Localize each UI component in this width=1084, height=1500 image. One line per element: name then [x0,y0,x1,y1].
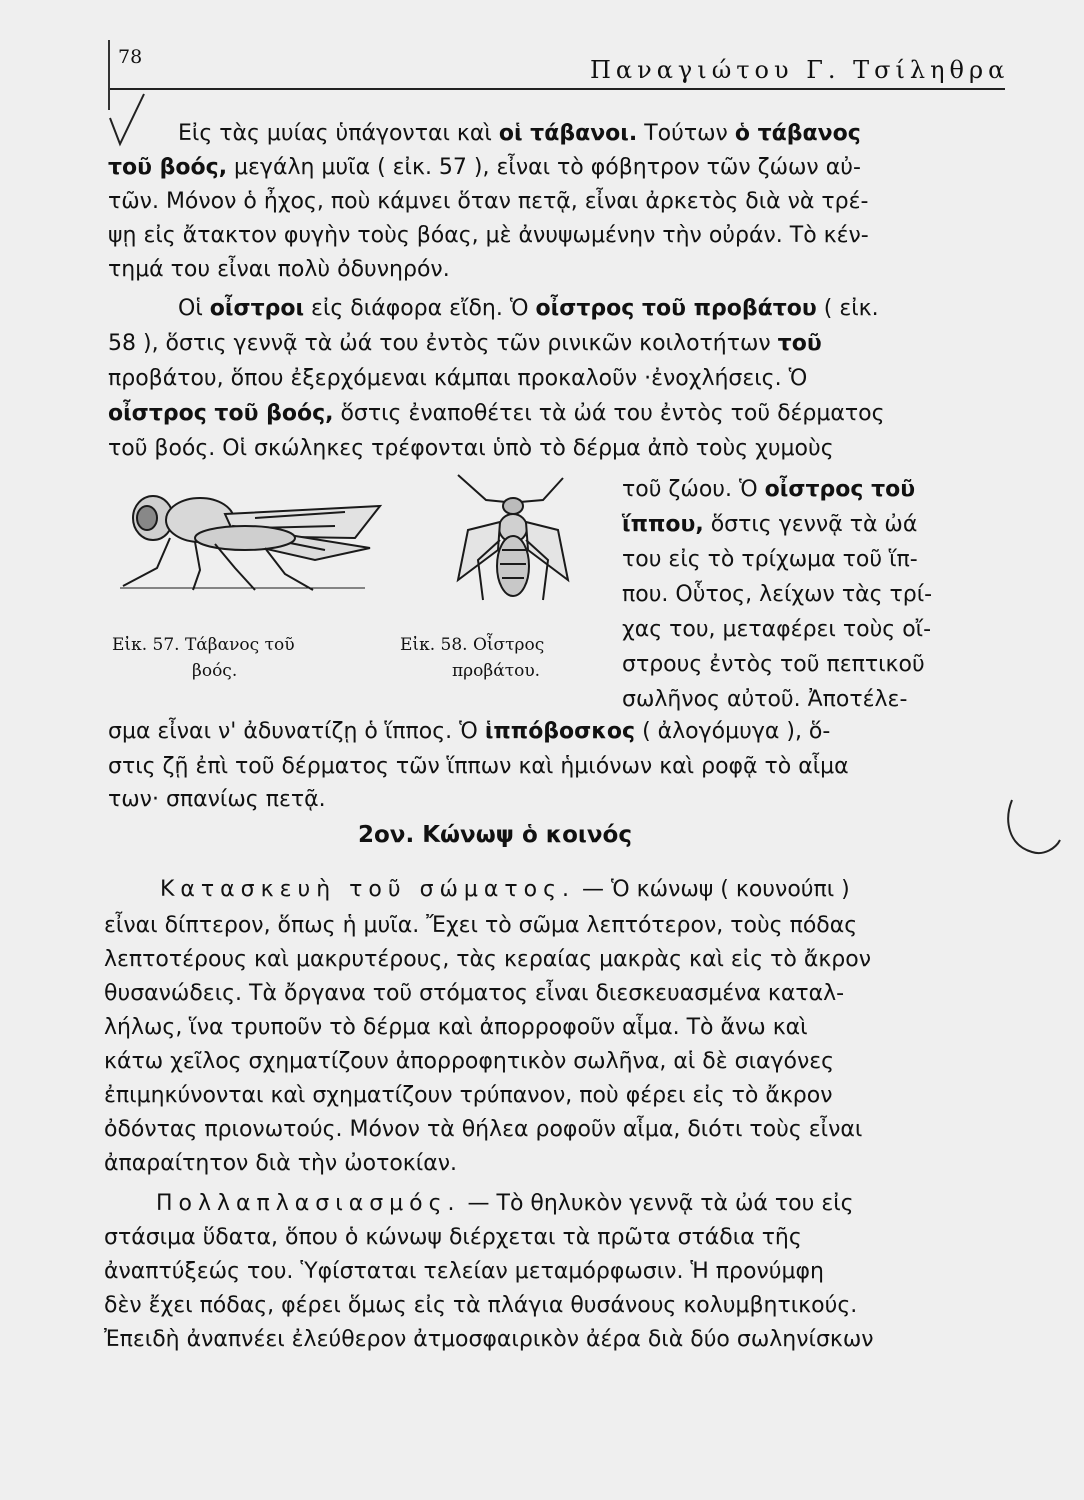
fig58-caption-line2: προβάτου. [452,661,541,681]
p4-line1: Πολλαπλασιασμός. — Τὸ θηλυκὸν γεννᾷ τὰ ὠά του εἰς [156,1191,854,1216]
p1-line4: ψῃ εἰς ἄτακτον φυγὴν τοὺς βόας, μὲ ἀνυψωμένην τὴν οὐράν. Τὸ κέν- [108,223,869,248]
handwritten-check-mark [102,92,162,152]
p2-right5: χας του, μεταφέρει τοὺς οἴ- [622,617,932,642]
p4-line5: Ἐπειδὴ ἀναπνέει ἐλεύθερον ἀτμοσφαιρικὸν ἀέρα διὰ δύο σωληνίσκων [104,1327,874,1352]
p1-line1: Εἰς τὰς μυίας ὑπάγονται καὶ οἱ τάβανοι. Τούτων ὁ τάβανος [178,121,861,146]
p1-line5: τημά του εἶναι πολὺ ὀδυνηρόν. [108,257,450,282]
p3-line4: θυσανώδεις. Τὰ ὄργανα τοῦ στόματος εἶναι διεσκευασμένα καταλ- [104,981,845,1006]
p3-line1: Κατασκευὴ τοῦ σώματος. — Ὁ κώνωψ ( κουνούπι ) [160,877,850,902]
p2-line3: προβάτου, ὅπου ἐξερχόμεναι κάμπαι προκαλοῦν ·ἐνοχλήσεις. Ὁ [108,366,808,391]
p2-line7: στις ζῇ ἐπὶ τοῦ δέρματος τῶν ἵππων καὶ ἡμιόνων καὶ ροφᾷ τὸ αἷμα [108,754,849,779]
p2-right3: του εἰς τὸ τρίχωμα τοῦ ἵπ- [622,547,918,572]
p2-right4: που. Οὗτος, λείχων τὰς τρί- [622,582,933,607]
p2-line1: Οἱ οἶστροι εἰς διάφορα εἴδη. Ὁ οἶστρος τοῦ προβάτου ( εἰκ. [178,296,879,321]
p3-line8: ὀδόντας πριονωτούς. Μόνον τὰ θήλεα ροφοῦν αἷμα, διότι τοὺς εἶναι [104,1117,863,1142]
p3-line9: ἀπαραίτητον διὰ τὴν ὠοτοκίαν. [104,1151,457,1176]
p2-line2: 58 ), ὅστις γεννᾷ τὰ ὠά του ἐντὸς τῶν ρινικῶν κοιλοτήτων τοῦ [108,331,822,356]
fig57-caption-line1: Εἰκ. 57. Τάβανος τοῦ [112,635,295,655]
fig58-caption-line1: Εἰκ. 58. Οἶστρος [400,635,545,655]
page-number: 78 [118,46,143,68]
p3-line3: λεπτοτέρους καὶ μακρυτέρους, τὰς κεραίας μακρὰς καὶ εἰς τὸ ἄκρον [104,947,872,972]
p2-line4: οἶστρος τοῦ βοός, ὅστις ἐναποθέτει τὰ ὠά του ἐντὸς τοῦ δέρματος [108,401,885,426]
p2-line5: τοῦ βοός. Οἱ σκώληκες τρέφονται ὑπὸ τὸ δέρμα ἀπὸ τοὺς χυμοὺς [108,436,834,461]
p2-right2: ἵππου, ὅστις γεννᾷ τὰ ὠά [622,512,918,537]
p3-line2: εἶναι δίπτερον, ὅπως ἡ μυῖα. Ἔχει τὸ σῶμα λεπτότερον, τοὺς πόδας [104,913,858,938]
horsefly-illustration [115,478,385,608]
fig57-caption-line2: βοός. [192,661,238,681]
running-header-author: Παναγιώτου Γ. Τσίληθρα [590,56,1010,84]
p3-line7: ἐπιμηκύνονται καὶ σχηματίζουν τρύπανον, ποὺ φέρει εἰς τὸ ἄκρον [104,1083,833,1108]
p3-line5: λήλως, ἵνα τρυποῦν τὸ δέρμα καὶ ἀπορροφοῦν αἷμα. Τὸ ἄνω καὶ [104,1015,808,1040]
section-heading: 2ον. Κώνωψ ὁ κοινός [358,822,632,848]
p4-line4: δὲν ἔχει πόδας, φέρει ὅμως εἰς τὰ πλάγια θυσάνους κολυμβητικούς. [104,1293,858,1318]
p3-line6: κάτω χεῖλος σχηματίζουν ἀπορροφητικὸν σωλῆνα, αἱ δὲ σιαγόνες [104,1049,835,1074]
handwritten-margin-mark [1002,790,1062,860]
header-rule [110,88,1005,90]
p1-line3: τῶν. Μόνον ὁ ἦχος, ποὺ κάμνει ὅταν πετᾷ, εἶναι ἀρκετὸς διὰ νὰ τρέ- [108,189,869,214]
p4-line3: ἀναπτύξεώς του. Ὑφίσταται τελείαν μεταμόρφωσιν. Ἡ προνύμφη [104,1259,824,1284]
p1-line2: τοῦ βοός, μεγάλη μυῖα ( εἰκ. 57 ), εἶναι τὸ φόβητρον τῶν ζώων αὐ- [108,155,861,180]
p4-line2: στάσιμα ὕδατα, ὅπου ὁ κώνωψ διέρχεται τὰ πρῶτα στάδια τῆς [104,1225,802,1250]
p2-line6: σμα εἶναι ν' ἀδυνατίζῃ ὁ ἵππος. Ὁ ἱππόβοσκος ( ἀλογόμυγα ), ὅ- [108,719,831,744]
p2-right6: στρους ἐντὸς τοῦ πεπτικοῦ [622,652,925,677]
p2-right7: σωλῆνος αὐτοῦ. Ἀποτέλε- [622,687,908,712]
p2-right1: τοῦ ζώου. Ὁ οἶστρος τοῦ [622,477,916,502]
botfly-illustration [438,470,588,620]
p2-line8: των· σπανίως πετᾷ. [108,787,326,812]
